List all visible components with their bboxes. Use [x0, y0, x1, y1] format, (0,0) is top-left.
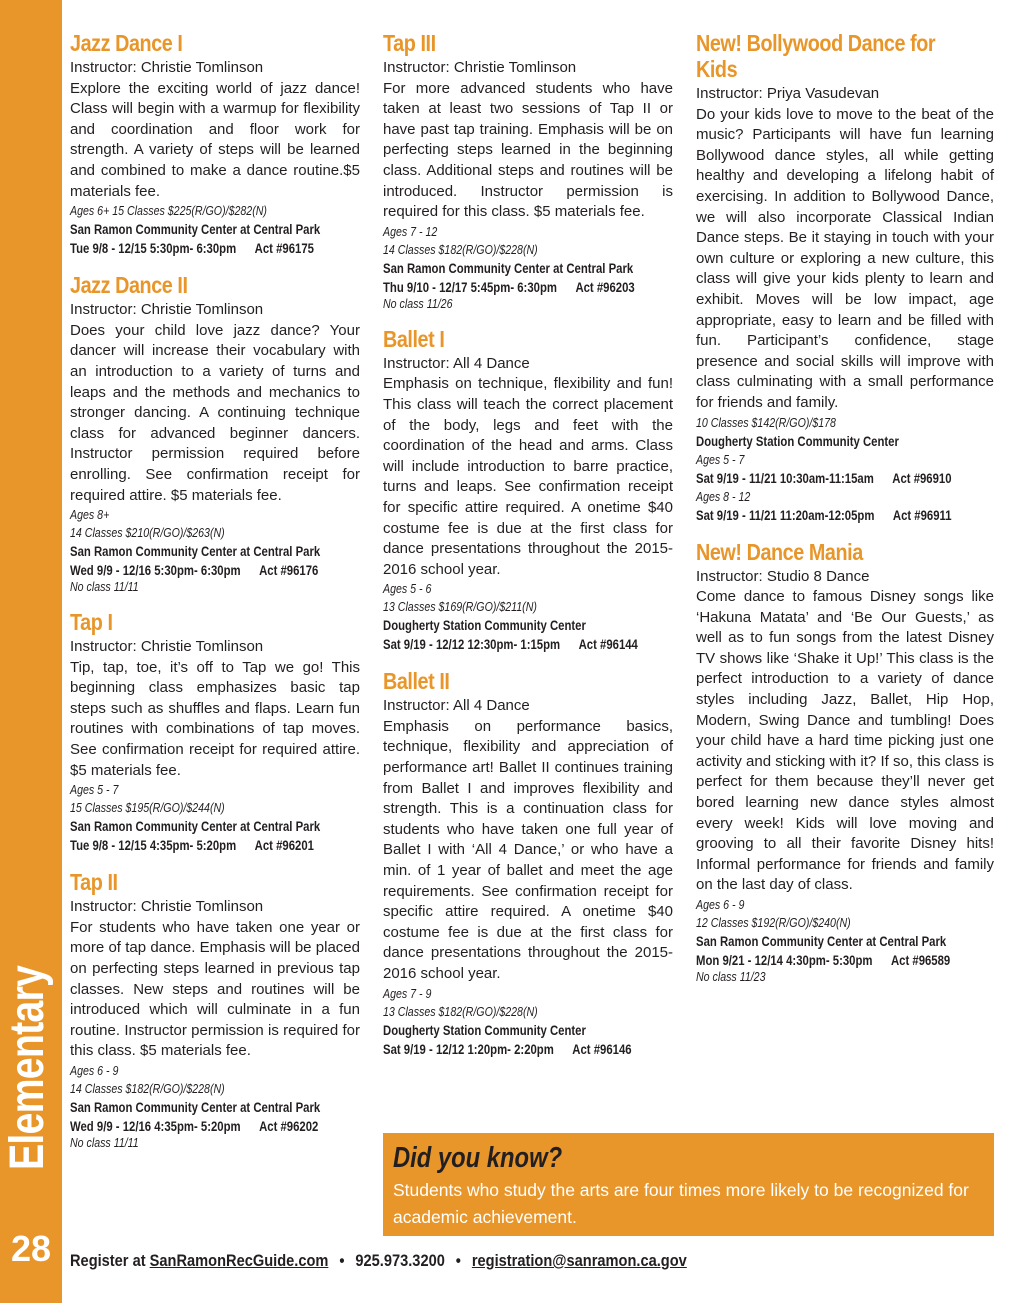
- course-listing: [70, 30, 360, 258]
- course-listing: [383, 30, 673, 312]
- course-meta: 14 Classes $182(R/GO)/$228(N): [383, 242, 538, 257]
- course-description: Emphasis on technique, flexibility and fun! This class will teach the correct placement of the body, legs and feet with the coordination of the head and arms. Class will include introduction to barre practice, turns and leaps. See confirmation receipt for specific attire required. A onetime $40 costume fee is due at the first class for dance presentations throughout the 2015-2016 school year.: [383, 375, 673, 578]
- course-title: Tap III: [383, 30, 436, 56]
- course-schedule-row: [70, 1117, 319, 1136]
- callout-text: Students who study the arts are four times more likely to be recognized for academic achievement.: [393, 1180, 969, 1227]
- course-meta: Ages 6+ 15 Classes $225(R/GO)/$282(N): [70, 204, 267, 219]
- column-1: [70, 30, 360, 1165]
- course-instructor: Instructor: Studio 8 Dance: [696, 567, 870, 585]
- course-schedule: Wed 9/9 - 12/16 4:35pm- 5:20pm: [70, 1119, 241, 1134]
- activity-number: Act #96201: [254, 838, 314, 854]
- course-listing: [696, 539, 994, 986]
- course-schedule: Sat 9/19 - 12/12 12:30pm- 1:15pm: [383, 637, 561, 653]
- course-schedule-row: [70, 239, 314, 258]
- course-meta: Ages 5 - 7: [696, 452, 745, 467]
- course-instructor: Instructor: All 4 Dance: [383, 354, 530, 372]
- course-instructor: Instructor: Christie Tomlinson: [70, 301, 264, 319]
- course-meta: 15 Classes $195(R/GO)/$244(N): [70, 801, 225, 816]
- course-meta: 13 Classes $182(R/GO)/$228(N): [383, 1004, 538, 1019]
- course-title: Ballet I: [383, 325, 445, 352]
- no-class-note: No class 11/11: [70, 1136, 139, 1150]
- course-schedule-row: [383, 635, 638, 654]
- course-listing: [70, 609, 360, 855]
- course-schedule-row: [383, 278, 635, 297]
- course-location: Dougherty Station Community Center: [383, 1022, 586, 1038]
- course-meta: 12 Classes $192(R/GO)/$240(N): [696, 916, 851, 930]
- course-meta: 14 Classes $210(R/GO)/$263(N): [70, 526, 225, 541]
- course-meta: Ages 7 - 12: [383, 224, 438, 239]
- website-link[interactable]: SanRamonRecGuide.com: [149, 1251, 329, 1270]
- course-description: Tip, tap, toe, it’s off to Tap we go! This beginning class emphasizes basic tap steps such as shuffles and flaps. Learn fun routines with combinations of tap moves. See confirmation receipt for required attire. $5 materials fee.: [70, 658, 360, 779]
- column-2: [383, 30, 673, 1073]
- course-schedule: Sat 9/19 - 11/21 11:20am-12:05pm: [696, 507, 875, 523]
- course-meta: 14 Classes $182(R/GO)/$228(N): [70, 1082, 225, 1096]
- course-schedule-row: [696, 951, 951, 970]
- course-schedule: Thu 9/10 - 12/17 5:45pm- 6:30pm: [383, 279, 557, 295]
- course-location: San Ramon Community Center at Central Park: [70, 544, 321, 560]
- course-meta: 10 Classes $142(R/GO)/$178: [696, 415, 836, 430]
- course-meta: Ages 8+: [70, 508, 110, 523]
- course-schedule: Sat 9/19 - 11/21 10:30am-11:15am: [696, 470, 874, 486]
- course-location: San Ramon Community Center at Central Park: [70, 819, 321, 835]
- course-schedule-row: [696, 469, 952, 488]
- section-label: Elementary: [1, 965, 54, 1170]
- course-location: Dougherty Station Community Center: [383, 618, 586, 634]
- course-location: San Ramon Community Center at Central Park: [70, 222, 321, 238]
- course-description: Does your child love jazz dance? Your dancer will increase their vocabulary with an introduction to a variety of turns and leaps and the methods and mechanics to stronger dancing. A continuing technique class for advanced beginner dancers. Instructor permission required before enrolling. See confirmation receipt for required attire. $5 materials fee.: [70, 321, 360, 504]
- course-meta: Ages 5 - 7: [70, 783, 119, 798]
- did-you-know-callout: [383, 1133, 994, 1236]
- activity-number: Act #96202: [259, 1119, 319, 1134]
- course-listing: [696, 30, 994, 525]
- column-3: [696, 30, 994, 999]
- course-instructor: Instructor: All 4 Dance: [383, 697, 530, 715]
- course-location: San Ramon Community Center at Central Park: [383, 260, 634, 276]
- course-schedule-row: [696, 506, 952, 525]
- course-listing: [70, 272, 360, 595]
- course-meta: Ages 6 - 9: [70, 1064, 119, 1078]
- course-listing: [70, 869, 360, 1151]
- course-location: San Ramon Community Center at Central Park: [696, 934, 947, 949]
- course-listing: [383, 326, 673, 655]
- activity-number: Act #96203: [575, 279, 635, 295]
- course-schedule: Mon 9/21 - 12/14 4:30pm- 5:30pm: [696, 953, 873, 968]
- course-schedule: Wed 9/9 - 12/16 5:30pm- 6:30pm: [70, 563, 241, 579]
- activity-number: Act #96910: [892, 470, 952, 486]
- activity-number: Act #96175: [254, 241, 314, 257]
- course-title: Tap II: [70, 869, 118, 896]
- email-link[interactable]: registration@sanramon.ca.gov: [471, 1251, 687, 1270]
- footer-separator: •: [339, 1251, 345, 1270]
- course-schedule: Tue 9/8 - 12/15 5:30pm- 6:30pm: [70, 241, 237, 257]
- page-number: 28: [10, 1228, 52, 1269]
- course-description: For more advanced students who have taken at least two sessions of Tap II or have past tap training. Emphasis will be on perfecting steps learned in the beginning class. Additional steps and routines will be introduced. Instructor permission is required for this class. $5 materials fee.: [383, 79, 673, 221]
- course-schedule: Tue 9/8 - 12/15 4:35pm- 5:20pm: [70, 838, 237, 854]
- activity-number: Act #96589: [890, 953, 951, 968]
- activity-number: Act #96144: [578, 637, 638, 653]
- course-schedule: Sat 9/19 - 12/12 1:20pm- 2:20pm: [383, 1041, 554, 1057]
- phone-number: 925.973.3200: [355, 1251, 445, 1270]
- footer-separator: •: [455, 1251, 461, 1270]
- activity-number: Act #96146: [572, 1041, 632, 1057]
- course-schedule-row: [70, 561, 319, 580]
- course-description: Emphasis on performance basics, technique, flexibility and appreciation of performance art! Ballet II continues training from Ballet I and improves flexibility and strength. This is a continuation class for students who have taken one full year of Ballet I with ‘All 4 Dance,’ or who have a min. of 1 year of ballet and meet the age requirements. See confirmation receipt for specific attire required. A onetime $40 costume fee is due at the first class for dance presentations throughout the 2015-2016 school year.: [383, 717, 673, 982]
- course-title: New! Dance Mania: [696, 538, 863, 565]
- course-title: Jazz Dance II: [70, 272, 188, 299]
- activity-number: Act #96176: [259, 563, 319, 579]
- course-meta: 13 Classes $169(R/GO)/$211(N): [383, 600, 537, 615]
- course-description: Come dance to famous Disney songs like ‘Hakuna Matata’ and ‘Be Our Guests,’ as well as to fun songs from the latest Disney TV shows like ‘Shake it Up!’ This class is the perfect introduction to a variety of dance styles including Jazz, Ballet, Hip Hop, Modern, Swing Dance and tumbling! Does your child have a hard time picking just one activity and sticking with it? If so, this class is perfect for them because they’ll never get bored learning new dance styles almost every week! Kids will love moving and grooving to all their favorite Disney hits! Informal performance for friends and family on the last day of class.: [696, 588, 994, 894]
- callout-title: Did you know?: [393, 1142, 563, 1174]
- course-instructor: Instructor: Christie Tomlinson: [70, 59, 264, 76]
- course-description: For students who have taken one year or more of tap dance. Emphasis will be placed on perfecting steps learned in previous tap classes. New steps and routines will be introduced which will culminate in a fun routine. Instructor permission is required for this class. $5 materials fee.: [70, 918, 360, 1060]
- course-description: Do your kids love to move to the beat of the music? Participants will have fun learning Bollywood dance styles, all while getting healthy and developing a lifelong habit of exercising. In addition to Bollywood Dance, we will also incorporate Classical Indian Dance steps. Be it staying in touch with your own culture or exploring a new culture, this class will give your kids plenty to learn and exhibit. Moves will be low impact, age appropriate, easy to learn and be filled with fun. Participant’s confidence, stage presence and social skills will improve with class culminating with a small performance for friends and family.: [696, 105, 994, 411]
- course-title: New! Bollywood Dance for Kids: [696, 30, 936, 82]
- course-instructor: Instructor: Priya Vasudevan: [696, 85, 880, 102]
- course-listing: [383, 668, 673, 1058]
- footer: [70, 1251, 687, 1271]
- no-class-note: No class 11/26: [383, 296, 453, 311]
- course-title: Tap I: [70, 609, 113, 636]
- course-meta: Ages 6 - 9: [696, 898, 745, 912]
- course-meta: Ages 5 - 6: [383, 582, 432, 597]
- footer-prefix: Register at: [70, 1251, 146, 1270]
- no-class-note: No class 11/11: [70, 580, 139, 595]
- course-description: Explore the exciting world of jazz dance! Class will begin with a warmup for flexibility and coordination and floor work for strength. A variety of steps will be learned and combined to make a dance routine.$5 materials fee.: [70, 79, 360, 200]
- course-title: Jazz Dance I: [70, 30, 183, 56]
- course-location: Dougherty Station Community Center: [696, 433, 899, 449]
- course-instructor: Instructor: Christie Tomlinson: [383, 59, 577, 76]
- no-class-note: No class 11/23: [696, 970, 766, 984]
- course-schedule-row: [70, 836, 314, 855]
- course-meta: Ages 8 - 12: [696, 489, 751, 504]
- course-meta: Ages 7 - 9: [383, 986, 432, 1001]
- activity-number: Act #96911: [892, 507, 952, 523]
- course-title: Ballet II: [383, 668, 450, 695]
- course-schedule-row: [383, 1040, 632, 1059]
- course-instructor: Instructor: Christie Tomlinson: [70, 898, 264, 916]
- course-instructor: Instructor: Christie Tomlinson: [70, 638, 264, 656]
- course-location: San Ramon Community Center at Central Park: [70, 1100, 321, 1115]
